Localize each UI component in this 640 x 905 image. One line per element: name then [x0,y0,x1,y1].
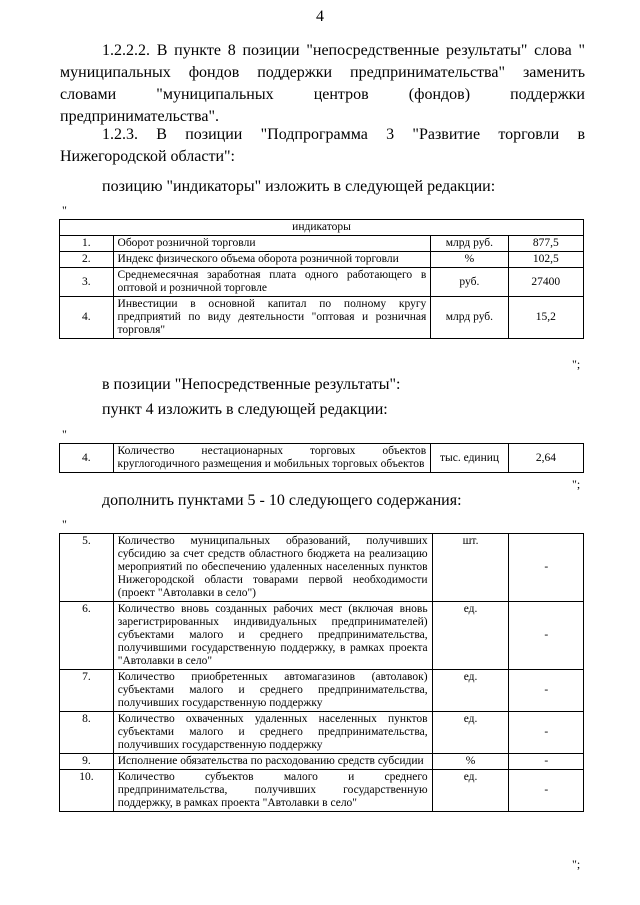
row-number: 4. [60,297,114,339]
row-unit: млрд руб. [431,297,508,339]
open-quote-1: " [62,203,67,217]
table-row [60,534,584,602]
row-unit: % [431,252,508,268]
results-instruction: в позиции "Непосредственные результаты": [102,376,401,393]
row-value: - [509,602,584,670]
row-value: 102,5 [508,252,584,268]
row-unit: руб. [431,268,508,297]
row-text: Инвестиции в основной капитал по полному кругу предприятий по виду деятельности "оптовая и розничная торговля" [113,297,431,339]
close-quote-1: "; [572,357,581,371]
point4-instruction: пункт 4 изложить в следующей редакции: [102,401,388,418]
row-unit: % [432,754,509,770]
row-value: 877,5 [508,236,584,252]
paragraph-1-2-3: 1.2.3. В позиции "Подпрограмма 3 "Развитие торговли в Нижегородской области": [60,126,585,165]
table-header-row [60,220,584,236]
row-value: - [509,670,584,712]
table-row [60,268,584,297]
table-row [60,252,584,268]
row-number: 2. [60,252,114,268]
row-number: 1. [60,236,114,252]
open-quote-2: " [62,427,67,441]
add-points-instruction: дополнить пунктами 5 - 10 следующего содержания: [102,492,462,509]
point4-table [59,443,584,473]
row-text: Количество муниципальных образований, получивших субсидию за счет средств областного бюджета на реализацию мероприятий по обеспечению удаленных населенных пунктов Нижегородской области товарами первой необходимости (проект "Автолавки в село") [113,534,432,602]
row-value: - [509,754,584,770]
close-quote-3: "; [572,857,581,871]
row-unit: шт. [432,534,509,602]
row-number: 10. [60,770,114,812]
row-text: Количество нестационарных торговых объектов круглогодичного размещения и мобильных торговых объектов [113,444,431,473]
row-text: Количество охваченных удаленных населенных пунктов субъектами малого и среднего предпринимательства, получивших государственную поддержку [113,712,432,754]
row-number: 8. [60,712,114,754]
row-unit: ед. [432,602,509,670]
row-number: 4. [60,444,114,473]
row-value: 15,2 [508,297,584,339]
row-text: Количество вновь созданных рабочих мест (включая вновь зарегистрированных индивидуальных предпринимателей) субъектами малого и среднего предпринимательства, получившими государственную поддержку, в рамках проекта "Автолавки в село" [113,602,432,670]
open-quote-3: " [62,517,67,531]
table-row [60,670,584,712]
table-row [60,770,584,812]
table-row [60,754,584,770]
row-number: 3. [60,268,114,297]
row-text: Среднемесячная заработная плата одного работающего в оптовой и розничной торговле [113,268,431,297]
row-text: Индекс физического объема оборота розничной торговли [113,252,431,268]
table-row [60,236,584,252]
row-value: 2,64 [508,444,583,473]
table-row [60,297,584,339]
row-unit: ед. [432,712,509,754]
table-header: индикаторы [60,220,584,236]
row-text: Оборот розничной торговли [113,236,431,252]
close-quote-2: "; [572,477,581,491]
row-value: - [509,712,584,754]
row-value: 27400 [508,268,584,297]
row-unit: ед. [432,770,509,812]
row-number: 7. [60,670,114,712]
row-unit: тыс. единиц [431,444,509,473]
row-unit: млрд руб. [431,236,508,252]
row-number: 9. [60,754,114,770]
indicators-instruction: позицию "индикаторы" изложить в следующей редакции: [102,178,496,195]
row-text: Количество субъектов малого и среднего предпринимательства, получивших государственную поддержку, в рамках проекта "Автолавки в село" [113,770,432,812]
indicators-table [59,219,584,339]
page-number: 4 [316,8,324,25]
table-row [60,602,584,670]
row-text: Количество приобретенных автомагазинов (автолавок) субъектами малого и среднего предпринимательства, получивших государственную поддержку [113,670,432,712]
row-value: - [509,770,584,812]
row-text: Исполнение обязательства по расходованию средств субсидии [113,754,432,770]
points-5-10-table [59,533,584,812]
paragraph-1-2-2-2: 1.2.2.2. В пункте 8 позиции "непосредственные результаты" слова " муниципальных фондов поддержки предпринимательства" заменить словами "муниципальных центров (фондов) поддержки предпринимательства". [60,42,585,125]
row-value: - [509,534,584,602]
table-row [60,444,584,473]
table-row [60,712,584,754]
row-number: 5. [60,534,114,602]
row-unit: ед. [432,670,509,712]
row-number: 6. [60,602,114,670]
